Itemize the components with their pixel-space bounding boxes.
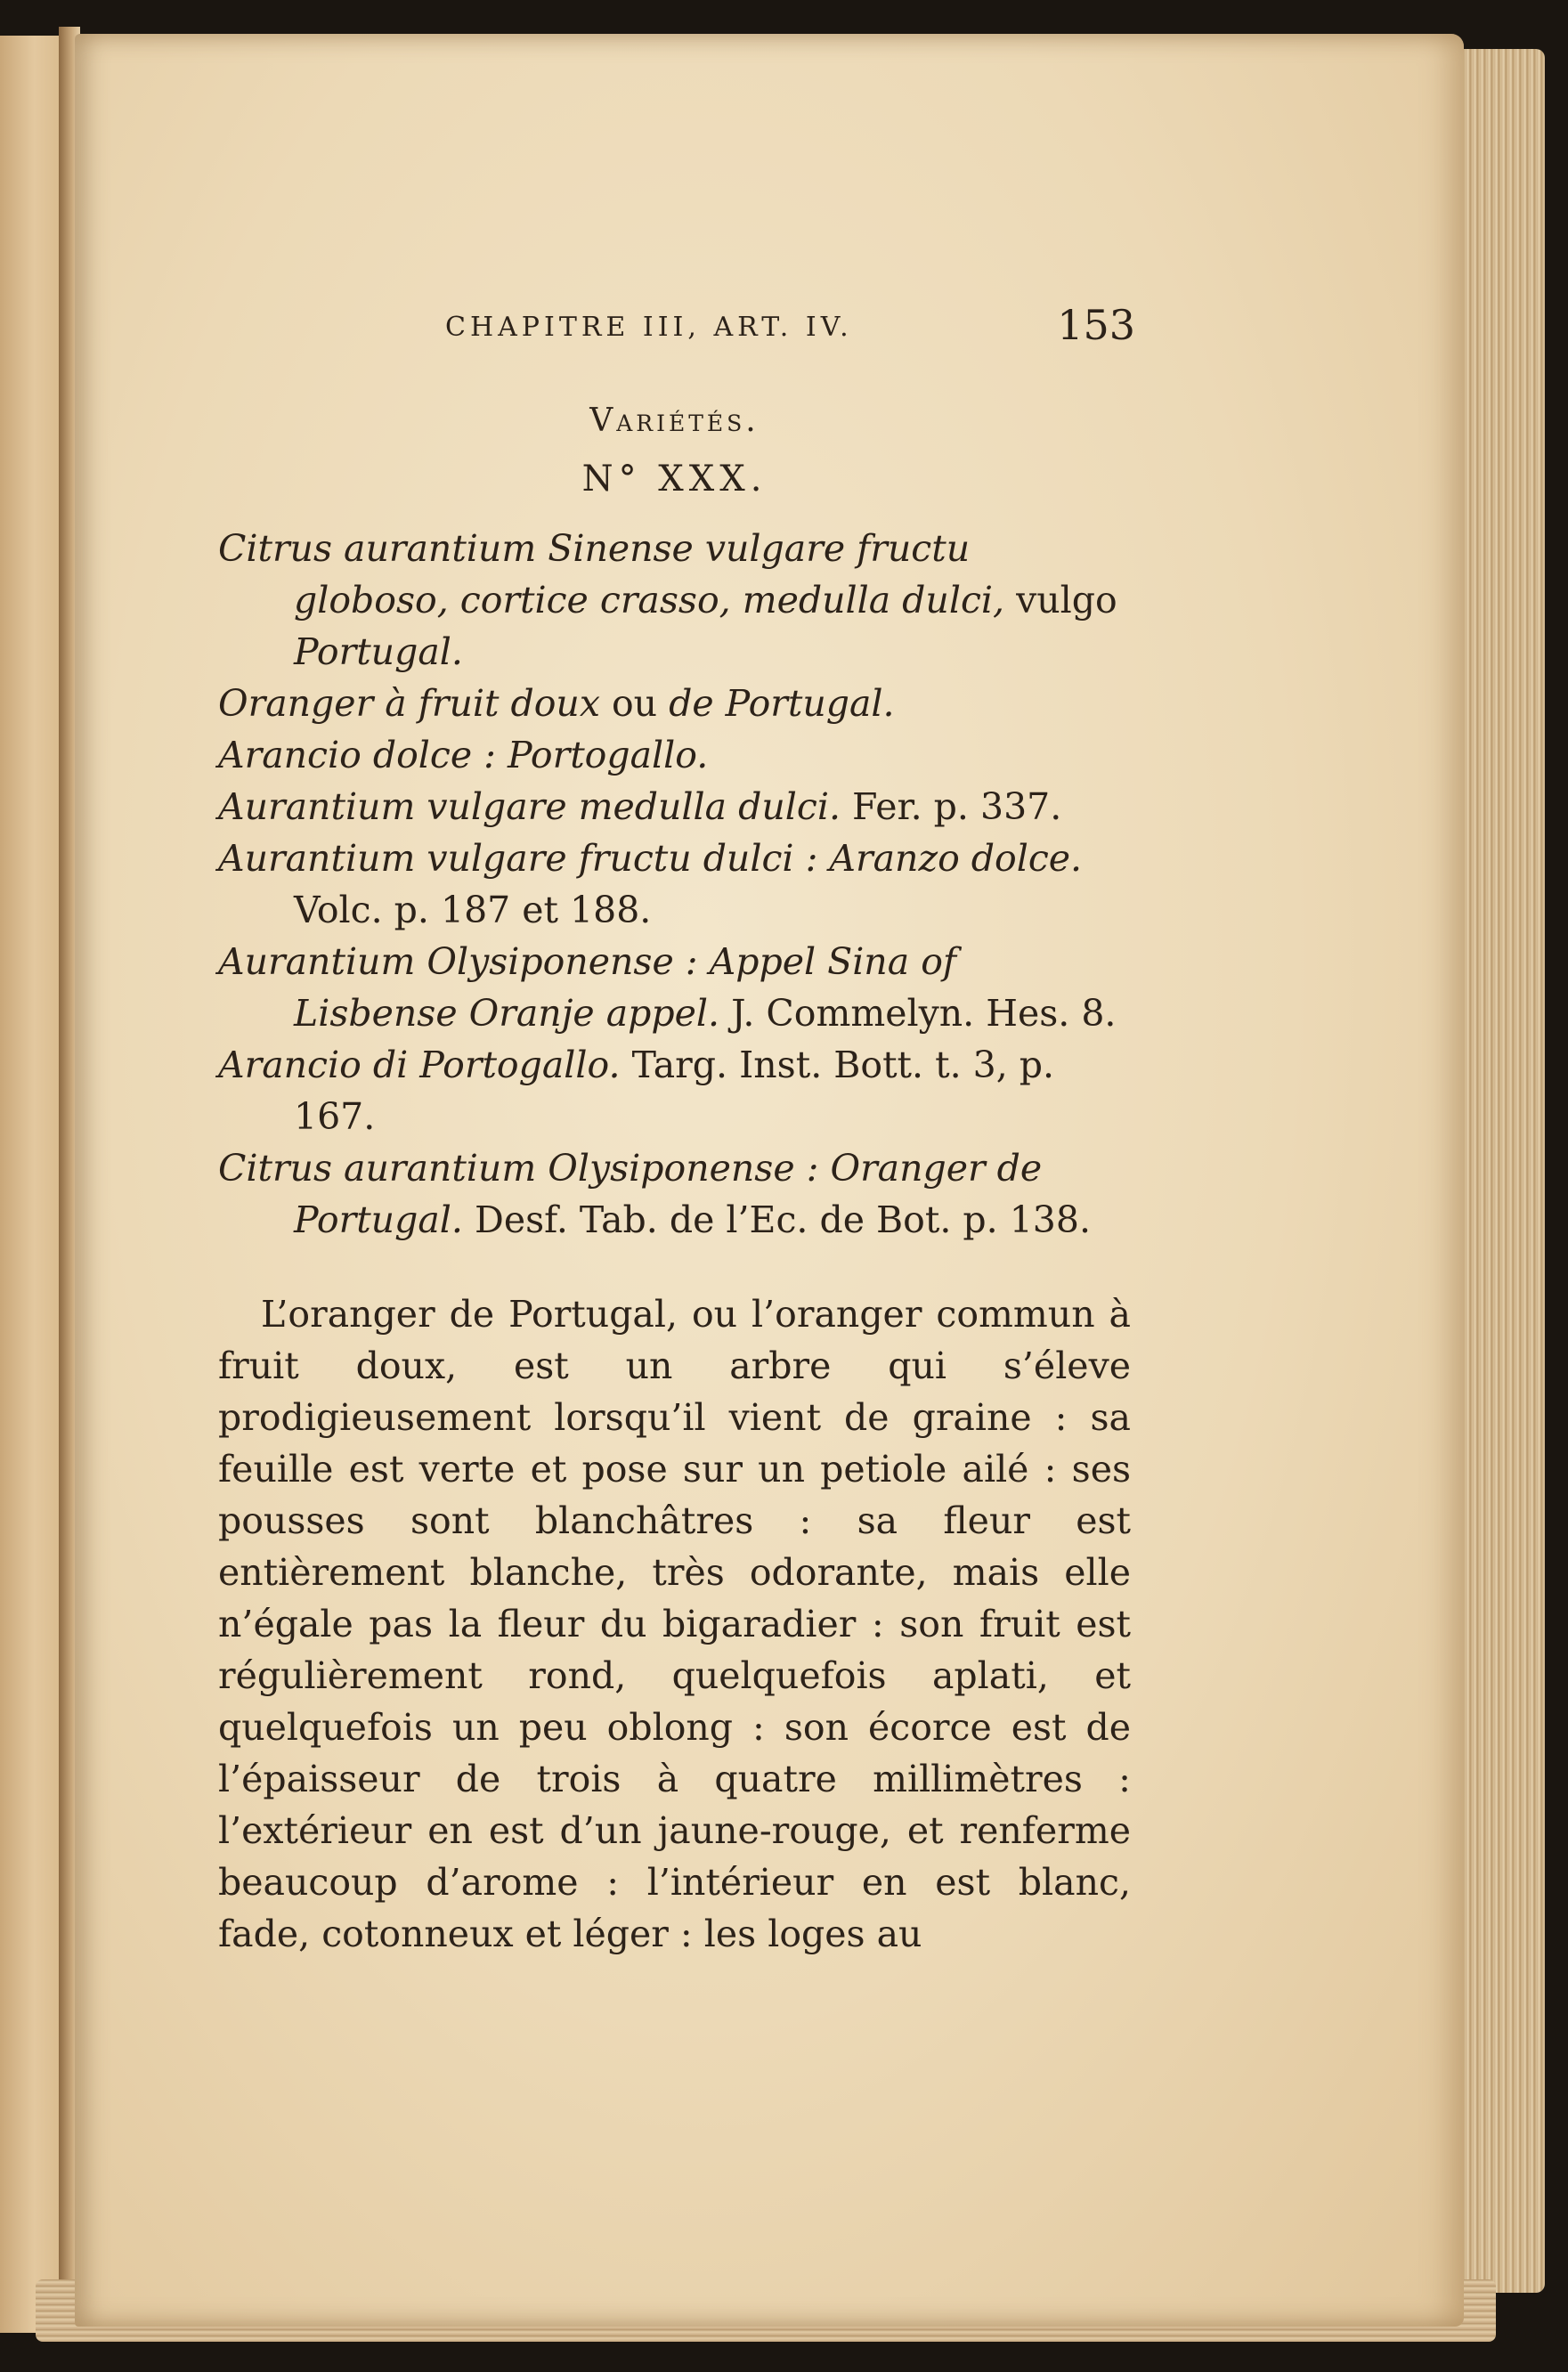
page-text	[218, 294, 1135, 1996]
synonym-entry: Citrus aurantium Olysiponense : Oranger de Portugal. Desf. Tab. de l’Ec. de Bot. p. 138.	[218, 1147, 1091, 1241]
page-number: 153	[1057, 301, 1135, 349]
page-stack-edge	[1451, 49, 1545, 2293]
running-head: CHAPITRE III, ART. IV.	[445, 312, 853, 343]
page-header	[218, 294, 1135, 349]
variety-number: N° XXX.	[581, 459, 768, 500]
left-page-edge	[0, 36, 64, 2333]
body-paragraph: L’oranger de Portugal, ou l’oranger commun à fruit doux, est un arbre qui s’éleve prodigieusement lorsqu’il vient de graine : sa feuille est verte et pose sur un petiole ailé : ses pousses sont blanchâtres : sa fleur est entièrement blanche, très odorante, mais elle n’égale pas la fleur du bigaradier : son fruit est régulièrement rond, quelquefois aplati, et quelquefois un peu oblong : son écorce est de l’épaisseur de trois à quatre millimètres : l’extérieur en est d’un jaune-rouge, et renferme beaucoup d’arome : l’intérieur en est blanc, fade, cotonneux et léger : les loges au	[218, 1293, 1131, 1955]
section-title: Variétés.	[589, 402, 760, 439]
synonym-entry: Aurantium Olysiponense : Appel Sina of Lisbense Oranje appel. J. Commelyn. Hes. 8.	[218, 940, 1117, 1035]
synonym-entry: Aurantium vulgare fructu dulci : Aranzo dolce. Volc. p. 187 et 188.	[218, 837, 1083, 931]
synonym-entry: Oranger à fruit doux ou de Portugal.	[218, 682, 895, 725]
synonym-entry: Arancio dolce : Portogallo.	[218, 734, 709, 776]
synonym-entry: Citrus aurantium Sinense vulgare fructu globoso, cortice crasso, medulla dulci, vulgo Portugal.	[218, 527, 1117, 673]
synonym-entry: Aurantium vulgare medulla dulci. Fer. p. 337.	[218, 785, 1062, 828]
synonym-entry: Arancio di Portogallo. Targ. Inst. Bott. t. 3, p. 167.	[218, 1044, 1055, 1138]
synonym-list	[218, 523, 1131, 1246]
